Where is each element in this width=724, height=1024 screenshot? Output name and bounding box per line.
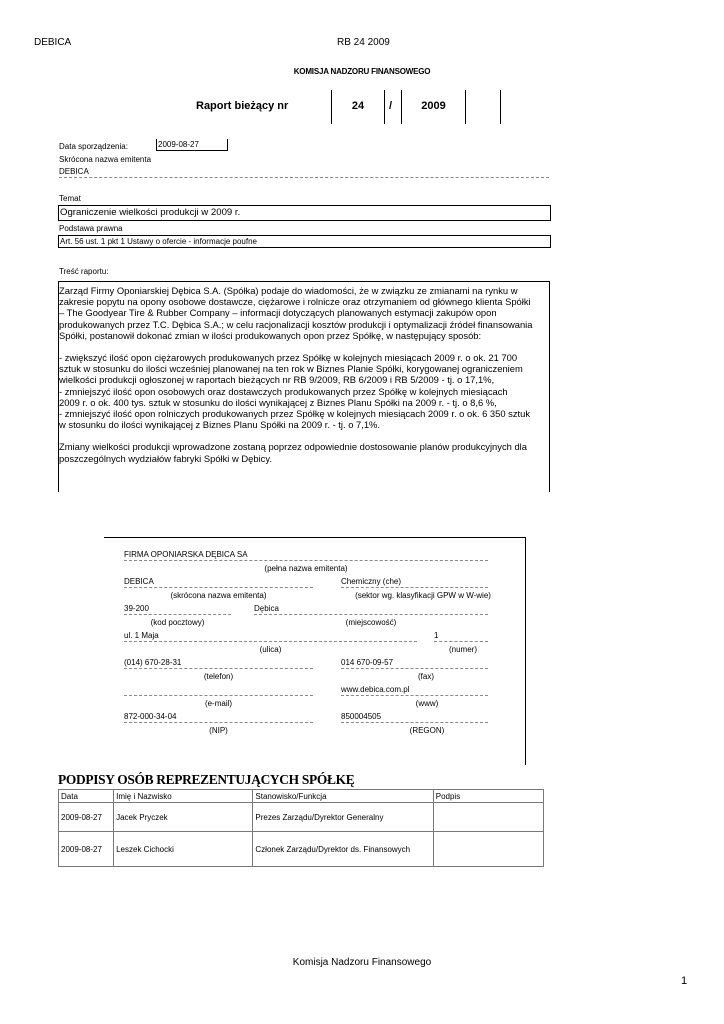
signatures-header-row [59,790,544,803]
footer-text: Komisja Nadzoru Finansowego [292,957,432,968]
report-number: 24 [351,100,365,112]
content-line: 2009 r. o ok. 400 tys. sztuk w stosunku do ilości wynikającej z Biznes Planu Spółki na 2009 r. - tj. o 8,6 %, [59,396,497,408]
issuer-regon-caption: (REGON) [409,726,445,735]
issuer-www[interactable]: www.debica.com.pl [341,685,488,696]
issuer-nip-caption: (NIP) [209,726,228,735]
issuer-fax-caption: (fax) [418,672,434,681]
issuer-short-name-caption: (skrócona nazwa emitenta) [170,591,267,600]
issuer-full-name: FIRMA OPONIARSKA DĘBICA SA [124,550,488,561]
issuer-city-caption: (miejscowość) [345,618,397,627]
issuer-street: ul. 1 Maja [124,631,417,642]
issuer-sector-caption: (sektor wg. klasyfikacji GPW w W-wie) [355,591,491,600]
content-line: poszczególnych wydziałów fabryki Spółki w Dębicy. [59,452,272,464]
topic-label: Temat [59,194,81,203]
content-line: Spółki, postanowił dokonać zmian w ilości produkowanych opon przez Spółkę, w następujący sposób: [59,329,482,341]
issuer-postal-code: 39-200 [124,604,231,615]
content-line: w stosunku do ilości wynikającej z Biznes Planu Spółki na 2009 r. - tj. o 7,1%. [59,419,380,431]
content-line: – The Goodyear Tire & Rubber Company – informacji dotyczących planowanych estymacji zakupów opon [59,307,497,319]
issuer-email-caption: (e-mail) [204,699,233,708]
report-extra-box [464,90,501,124]
content-line: sztuk w stosunku do ilości wcześniej planowanej na ten rok w Biznes Planie Spółki, korygowanej ograniczeniem [59,363,523,375]
page-number: 1 [681,975,688,987]
table-row [59,803,544,832]
issuer-fax: 014 670-09-57 [341,658,488,669]
content-body [58,281,550,492]
issuer-full-name-caption: (pełna nazwa emitenta) [264,564,348,573]
header-position: Stanowisko/Funkcja [253,790,433,803]
header-name: Imię i Nazwisko [114,790,253,803]
issuer-regon: 850004505 [341,712,488,723]
report-number-box [331,90,385,124]
content-label: Treść raportu: [59,267,109,276]
issuer-city: Dębica [254,604,488,615]
row-signature [433,803,543,832]
table-row [59,832,544,867]
signatures-title: PODPISY OSÓB REPREZENTUJĄCYCH SPÓŁKĘ [58,772,355,787]
content-line: wielkości produkcji ogłoszonej w raportach bieżących nr RB 9/2009, RB 6/2009 i RB 5/2009 - tj. o 17,1%, [59,374,495,386]
content-line: Zmiany wielkości produkcji wprowadzone zostaną poprzez odpowiednie dostosowanie planów produkcyjnych dla [59,441,527,453]
issuer-number: 1 [434,631,488,642]
issuer-phone: (014) 670-28-31 [124,658,313,669]
row-position: Prezes Zarządu/Dyrektor Generalny [253,803,433,832]
issuer-postal-caption: (kod pocztowy) [150,618,205,627]
row-position: Członek Zarządu/Dyrektor ds. Finansowych [253,832,433,867]
content-line: Zarząd Firmy Oponiarskiej Dębica S.A. (Spółka) podaje do wiadomości, że w związku ze zmianami na rynku w [59,285,518,296]
issuer-www-caption: (www) [415,699,439,708]
content-line: produkowanych przez T.C. Dębica S.A.; w celu racjonalizacji kosztów produkcji i optymalizacji źródeł finansowania [59,318,533,330]
issuer-email [124,685,313,696]
row-name: Leszek Cichocki [114,832,253,867]
legal-label: Podstawa prawna [59,224,123,233]
date-label: Data sporządzenia: [59,142,128,151]
header-left: DEBICA [34,37,72,48]
content-line: - zwiększyć ilość opon ciężarowych produkowanych przez Spółkę w kolejnych miesiącach 2009 r. o ok. 21 700 [59,352,518,364]
commission-title: KOMISJA NADZORU FINANSOWEGO [293,67,431,76]
header-signature: Podpis [433,790,543,803]
header-report-code: RB 24 2009 [337,37,390,48]
report-year: 2009 [421,100,446,112]
short-name-value: DEBICA [59,167,549,178]
row-date: 2009-08-27 [59,803,114,832]
legal-value: Art. 56 ust. 1 pkt 1 Ustawy o ofercie - informacje poufne [58,235,551,248]
header-date: Data [59,790,114,803]
row-name: Jacek Pryczek [114,803,253,832]
topic-value: Ograniczenie wielkości produkcji w 2009 r. [58,205,551,221]
content-gap [59,430,549,441]
short-name-label: Skrócona nazwa emitenta [59,155,152,164]
content-line: zakresie popytu na opony osobowe dostawcze, ciężarowe i rolnicze oraz otrzymaniem od głównego klienta Spółki [59,296,531,308]
issuer-street-caption: (ulica) [259,645,282,654]
row-signature [433,832,543,867]
issuer-short-name: DEBICA [124,577,313,588]
report-label: Raport bieżący nr [196,100,289,112]
date-value: 2009-08-27 [156,139,228,151]
issuer-nip: 872-000-34-04 [124,712,313,723]
content-line: - zmniejszyć ilość opon rolniczych produkowanych przez Spółkę w kolejnych miesiącach 2009 r. o ok. 6 350 sztuk [59,408,531,420]
row-date: 2009-08-27 [59,832,114,867]
report-slash: / [389,100,393,112]
issuer-sector: Chemiczny (che) [341,577,488,588]
content-line: - zmniejszyć ilość opon osobowych oraz dostawczych produkowanych przez Spółkę w kolejnych miesiącach [59,385,508,397]
signatures-table [58,789,544,867]
issuer-phone-caption: (telefon) [203,672,234,681]
report-year-box [401,90,466,124]
issuer-number-caption: (numer) [448,645,477,654]
content-gap [59,341,549,352]
